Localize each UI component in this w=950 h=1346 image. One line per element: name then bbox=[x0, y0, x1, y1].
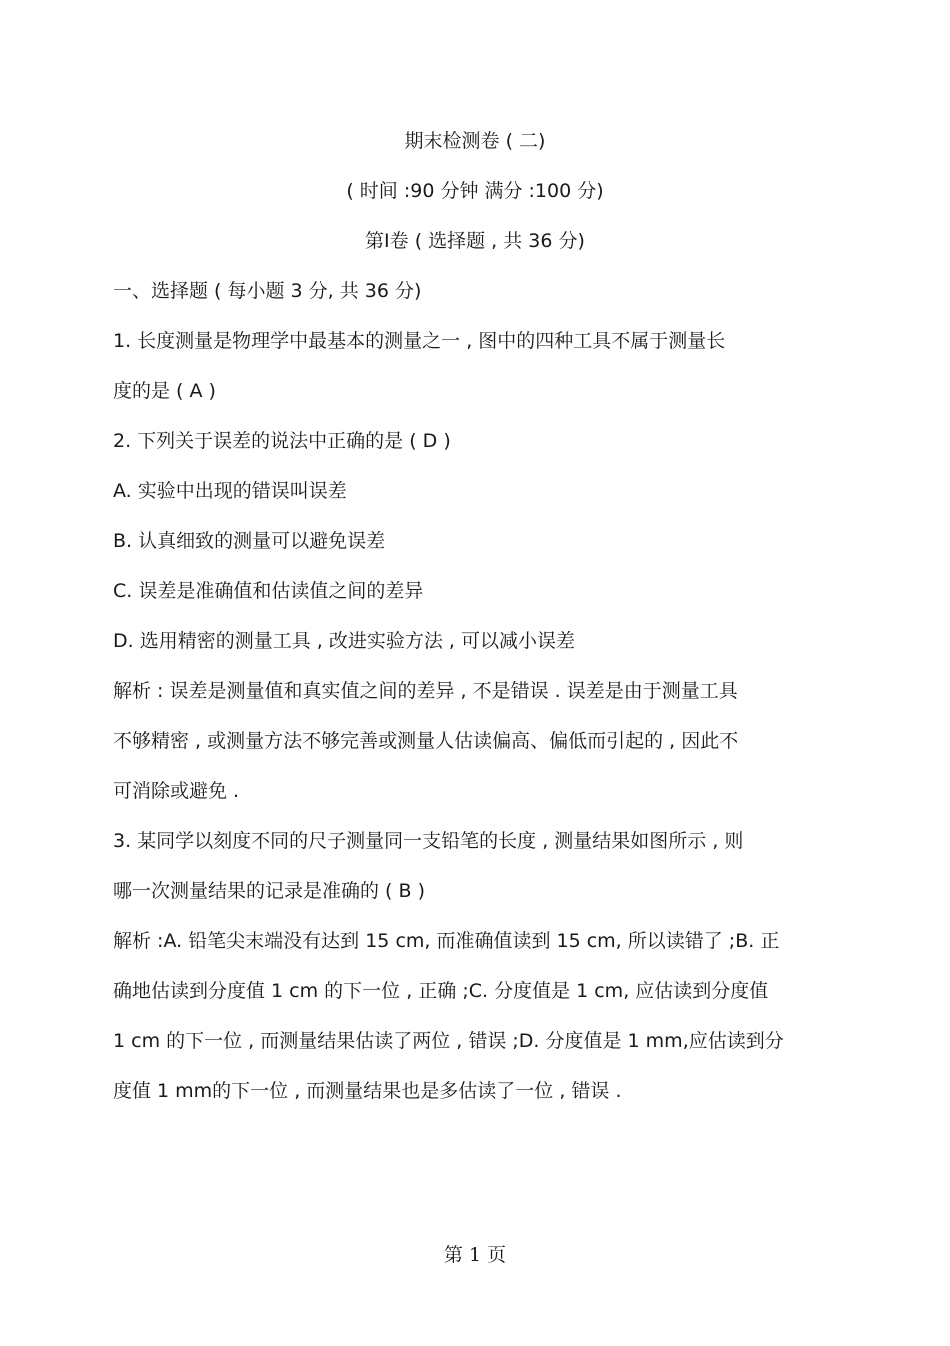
question-3-analysis-line-4: 度值 1 mm的下一位 , 而测量结果也是多估读了一位 , 错误 . bbox=[113, 1080, 622, 1102]
question-2-option-a: A. 实验中出现的错误叫误差 bbox=[113, 480, 347, 502]
question-3-analysis-line-3: 1 cm 的下一位 , 而测量结果估读了两位 , 错误 ;D. 分度值是 1 mm,应估读到分 bbox=[113, 1030, 784, 1052]
question-2-option-d: D. 选用精密的测量工具 , 改进实验方法 , 可以减小误差 bbox=[113, 630, 575, 652]
part-title: 第Ⅰ卷 ( 选择题 , 共 36 分) bbox=[365, 230, 585, 252]
question-1-line-1: 1. 长度测量是物理学中最基本的测量之一 , 图中的四种工具不属于测量长 bbox=[113, 330, 726, 352]
question-2-option-b: B. 认真细致的测量可以避免误差 bbox=[113, 530, 386, 552]
question-1-line-2: 度的是 ( A ) bbox=[113, 380, 216, 402]
question-2-analysis-line-3: 可消除或避免 . bbox=[113, 780, 240, 802]
exam-info: ( 时间 :90 分钟 满分 :100 分) bbox=[346, 180, 604, 202]
question-2-analysis-line-1: 解析 : 误差是测量值和真实值之间的差异 , 不是错误 . 误差是由于测量工具 bbox=[113, 680, 738, 702]
question-2-stem: 2. 下列关于误差的说法中正确的是 ( D ) bbox=[113, 430, 451, 452]
page-title: 期末检测卷 ( 二) bbox=[404, 130, 546, 152]
question-3-analysis-line-1: 解析 :A. 铅笔尖末端没有达到 15 cm, 而准确值读到 15 cm, 所以读错了 ;B. 正 bbox=[113, 930, 780, 952]
question-2-analysis-line-2: 不够精密 , 或测量方法不够完善或测量人估读偏高、偏低而引起的 , 因此不 bbox=[113, 730, 739, 752]
question-3-stem-line-2: 哪一次测量结果的记录是准确的 ( B ) bbox=[113, 880, 425, 902]
page-number: 第 1 页 bbox=[443, 1244, 507, 1266]
question-3-analysis-line-2: 确地估读到分度值 1 cm 的下一位 , 正确 ;C. 分度值是 1 cm, 应估读到分度值 bbox=[113, 980, 769, 1002]
question-3-stem-line-1: 3. 某同学以刻度不同的尺子测量同一支铅笔的长度 , 测量结果如图所示 , 则 bbox=[113, 830, 744, 852]
section-heading: 一、选择题 ( 每小题 3 分, 共 36 分) bbox=[113, 280, 422, 302]
question-2-option-c: C. 误差是准确值和估读值之间的差异 bbox=[113, 580, 424, 602]
